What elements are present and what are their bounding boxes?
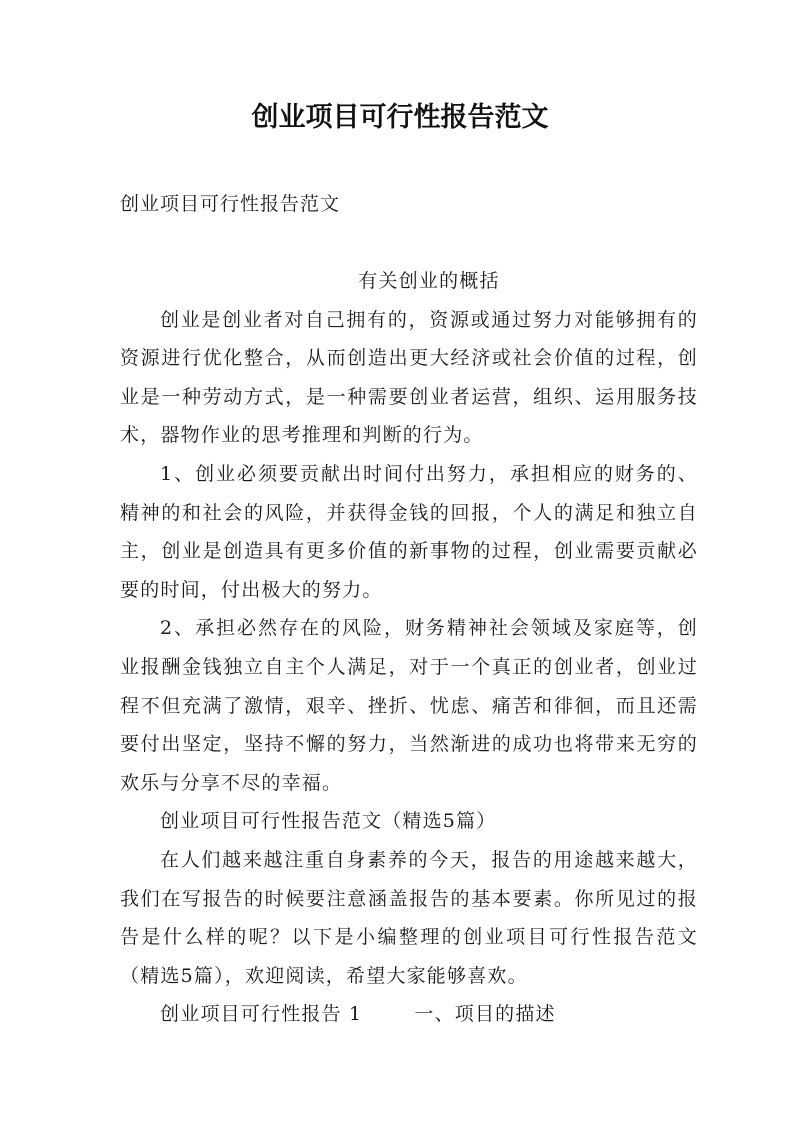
report-heading-line	[120, 995, 698, 1034]
section-heading: 有关创业的概括	[358, 270, 500, 292]
paragraph-intro: 在人们越来越注重自身素养的今天，报告的用途越来越大，我们在写报告的时候要注意涵盖报告的基本要素。你所见过的报告是什么样的呢？以下是小编整理的创业项目可行性报告范文（精选5篇），欢迎阅读，希望大家能够喜欢。	[120, 848, 698, 987]
paragraph-point-1: 1、创业必须要贡献出时间付出努力，承担相应的财务的、精神的和社会的风险，并获得金钱的回报，个人的满足和独立自主，创业是创造具有更多价值的新事物的过程，创业需要贡献必要的时间，付出极大的努力。	[120, 462, 698, 601]
document-body	[120, 262, 698, 1034]
paragraph-point-2: 2、承担必然存在的风险，财务精神社会领域及家庭等，创业报酬金钱独立自主个人满足，对于一个真正的创业者，创业过程不但充满了激情，艰辛、挫折、忧虑、痛苦和徘徊，而且还需要付出坚定，坚持不懈的努力，当然渐进的成功也将带来无穷的欢乐与分享不尽的幸福。	[120, 617, 698, 794]
document-title: 创业项目可行性报告范文	[251, 102, 549, 133]
report-label: 创业项目可行性报告 1	[160, 1003, 363, 1026]
document-subtitle: 创业项目可行性报告范文	[120, 193, 341, 215]
report-section-title: 一、项目的描述	[414, 1003, 556, 1026]
selection-heading: 创业项目可行性报告范文（精选5篇）	[160, 810, 497, 833]
paragraph-definition: 创业是创业者对自己拥有的，资源或通过努力对能够拥有的资源进行优化整合，从而创造出更大经济或社会价值的过程，创业是一种劳动方式，是一种需要创业者运营，组织、运用服务技术，器物作业的思考推理和判断的行为。	[120, 308, 698, 447]
